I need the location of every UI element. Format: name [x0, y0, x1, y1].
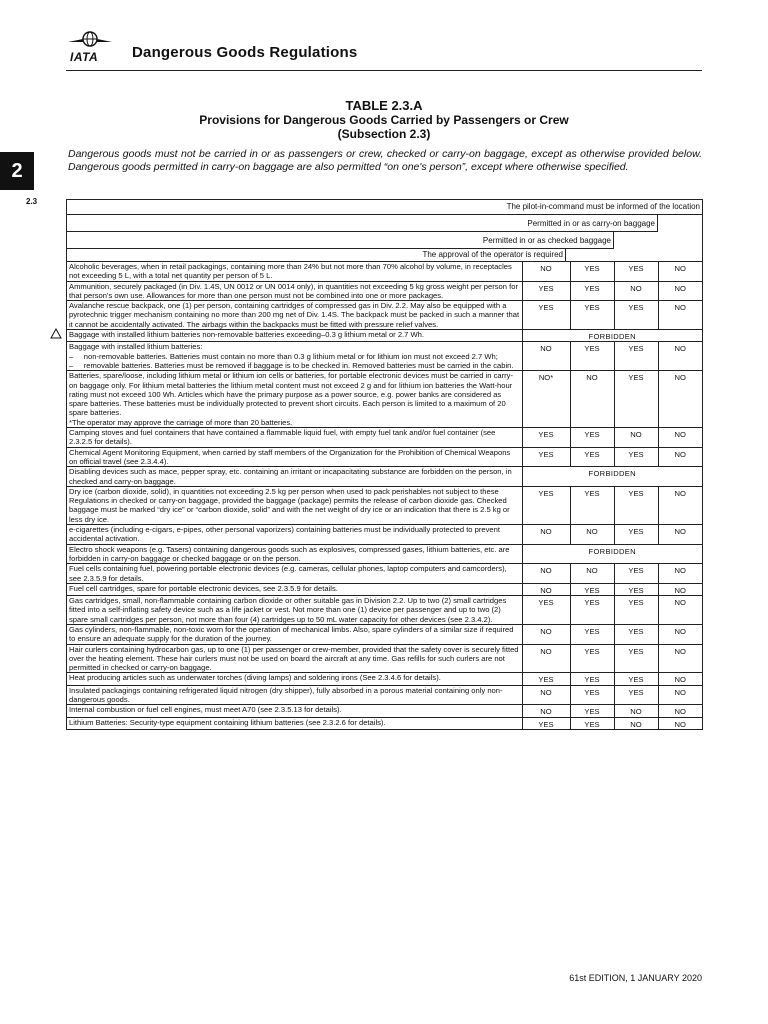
value-cell: YES: [570, 673, 614, 685]
row-description-text: Fuel cells containing fuel, powering portable electronic devices (e.g. cameras, cellular phones, laptop computers and camcorders), see 2.3.5.9 for details.: [69, 564, 507, 583]
row-sub-item: – removable batteries. Batteries must be removed if baggage is to be checked in. Removed batteries must be carried in the cabin.: [69, 360, 514, 370]
row-description: [67, 447, 522, 467]
chapter-tab: 2: [0, 152, 34, 190]
row-description-text: Dry ice (carbon dioxide, solid), in quantities not exceeding 2.5 kg per person when used to pack perishables not subject to these Regulations in checked or carry-on baggage, provided the baggage (package) permits the release of carbon dioxide gas. Checked baggage must be marked “dry ice” or “carbon dioxide, solid” and with the net weight of dry ice or an indication that there is 2.5 kg or less dry ice.: [69, 486, 510, 524]
table-row: [67, 330, 702, 342]
value-cell: YES: [614, 262, 658, 282]
value-cell: YES: [614, 486, 658, 524]
row-description-text: Hair curlers containing hydrocarbon gas, up to one (1) per passenger or crew-member, provided that the safety cover is securely fitted over the heating element. These hair curlers must not be used on board the aircraft at any time. Gas refills for such curlers are not permitted in checked or carry-on baggage.: [69, 644, 519, 673]
header-pilot-label: The pilot-in-command must be informed of the location: [506, 202, 700, 211]
row-sub-item: *The operator may approve the carriage of more than 20 batteries.: [69, 417, 293, 427]
value-cell: YES: [614, 685, 658, 705]
row-description: [67, 717, 522, 729]
table-number: TABLE 2.3.A: [345, 98, 423, 113]
value-cell: YES: [570, 342, 614, 371]
value-cell: YES: [570, 428, 614, 448]
row-description: [67, 330, 522, 342]
value-cell: NO: [658, 673, 702, 685]
table-row: [67, 342, 702, 371]
value-cell: YES: [614, 644, 658, 673]
row-description: [67, 262, 522, 282]
value-cell: YES: [570, 644, 614, 673]
table-row: [67, 705, 702, 717]
value-cell: YES: [522, 301, 570, 330]
value-cell: YES: [614, 301, 658, 330]
value-cell: YES: [522, 281, 570, 301]
header-pilot: [67, 200, 702, 215]
table-row: [67, 486, 702, 524]
row-description-text: Chemical Agent Monitoring Equipment, when carried by staff members of the Organization for the Prohibition of Chemical Weapons on official travel (see 2.3.4.4).: [69, 447, 511, 466]
provisions-table: [66, 199, 703, 730]
value-cell: YES: [570, 596, 614, 625]
value-cell: YES: [614, 447, 658, 467]
header-approval: [67, 249, 566, 261]
table-row: [67, 685, 702, 705]
value-cell: YES: [570, 583, 614, 595]
row-description: [67, 596, 522, 625]
table-row: [67, 428, 702, 448]
header-checked: [67, 232, 614, 249]
value-cell: NO: [522, 564, 570, 584]
table-row: [67, 447, 702, 467]
value-cell: NO: [614, 705, 658, 717]
row-description: [67, 705, 522, 717]
table-row: [67, 624, 702, 644]
value-cell: NO: [522, 685, 570, 705]
value-cell: NO: [522, 342, 570, 371]
row-description: [67, 428, 522, 448]
value-cell: NO: [658, 685, 702, 705]
table-title: Provisions for Dangerous Goods Carried by Passengers or Crew: [199, 113, 569, 127]
row-description: [67, 673, 522, 685]
value-cell: YES: [614, 342, 658, 371]
table-row: [67, 301, 702, 330]
table-row: [67, 467, 702, 487]
row-description-text: Internal combustion or fuel cell engines, must meet A70 (see 2.3.5.13 for details).: [69, 705, 342, 715]
row-description-text: Alcoholic beverages, when in retail packagings, containing more than 24% but not more than 70% alcohol by volume, in receptacles not exceeding 5 L, with a total net quantity per person of 5 L.: [69, 262, 512, 281]
value-cell: NO: [658, 717, 702, 729]
value-cell: NO: [658, 428, 702, 448]
iata-logo: [66, 30, 114, 62]
header-approval-label: The approval of the operator is required: [422, 250, 563, 259]
value-cell: YES: [570, 281, 614, 301]
value-cell: NO: [658, 262, 702, 282]
row-description: [67, 371, 522, 428]
value-cell: NO: [522, 705, 570, 717]
value-cell: YES: [570, 301, 614, 330]
page-header: [66, 30, 702, 71]
value-cell: NO: [658, 624, 702, 644]
value-cell: YES: [614, 583, 658, 595]
value-cell: YES: [614, 564, 658, 584]
value-cell: NO: [658, 583, 702, 595]
header-checked-label: Permitted in or as checked baggage: [482, 236, 611, 245]
row-description: [67, 301, 522, 330]
value-cell: YES: [522, 428, 570, 448]
row-description: [67, 583, 522, 595]
table-row: [67, 544, 702, 564]
value-cell: NO: [658, 371, 702, 428]
row-description: [67, 467, 522, 487]
value-cell: YES: [570, 447, 614, 467]
forbidden-cell: FORBIDDEN: [522, 544, 702, 564]
value-cell: NO: [570, 371, 614, 428]
value-cell: YES: [570, 685, 614, 705]
value-cell: YES: [522, 717, 570, 729]
row-description: [67, 281, 522, 301]
value-cell: NO: [658, 596, 702, 625]
value-cell: NO: [522, 644, 570, 673]
row-description-text: Baggage with installed lithium batteries:: [69, 342, 203, 352]
value-cell: YES: [614, 525, 658, 545]
value-cell: YES: [522, 447, 570, 467]
row-description: [67, 544, 522, 564]
row-description-text: Disabling devices such as mace, pepper spray, etc. containing an irritant or incapacitating substance are forbidden on the person, in checked and carry-on baggage.: [69, 467, 512, 486]
section-number: 2.3: [26, 197, 38, 206]
value-cell: NO: [522, 262, 570, 282]
value-cell: YES: [570, 705, 614, 717]
row-description: [67, 685, 522, 705]
value-cell: YES: [614, 673, 658, 685]
row-description-text: Gas cylinders, non-flammable, non-toxic worn for the operation of mechanical limbs. Also, spare cylinders of a similar size if required to ensure an adequate supply for the duration of the journey.: [69, 624, 514, 644]
value-cell: YES: [522, 673, 570, 685]
globe-wings-icon: [66, 30, 114, 52]
logo-text: IATA: [70, 50, 99, 64]
value-cell: YES: [522, 596, 570, 625]
table-row: [67, 262, 702, 282]
value-cell: NO: [658, 486, 702, 524]
table-row: [67, 371, 702, 428]
value-cell: NO: [614, 281, 658, 301]
header-carry-on-label: Permitted in or as carry-on baggage: [527, 219, 655, 228]
value-cell: NO: [658, 447, 702, 467]
value-cell: NO: [658, 644, 702, 673]
row-description-text: Avalanche rescue backpack, one (1) per person, containing cartridges of compressed gas in Div. 2.2. May also be equipped with a pyrotechnic trigger mechanism containing no more than 200 mg net of Div. 1.4S. The backpack must be packed in such a manner that it cannot be accidentally activated. The airbags within the backpacks must be fitted with pressure relief valves.: [69, 301, 520, 329]
table-row: [67, 673, 702, 685]
row-description-text: Electro shock weapons (e.g. Tasers) containing dangerous goods such as explosives, compressed gases, lithium batteries, etc. are forbidden in carry-on baggage or checked baggage or on the person.: [69, 544, 510, 563]
row-description: [67, 644, 522, 673]
revision-triangle-icon: [50, 328, 62, 339]
row-sub-item: – non-removable batteries. Batteries must contain no more than 0.3 g lithium metal or for lithium ion must not exceed 2.7 Wh;: [69, 351, 498, 361]
table-subsection: (Subsection 2.3): [337, 127, 431, 141]
row-description: [67, 624, 522, 644]
row-description: [67, 486, 522, 524]
table-row: [67, 644, 702, 673]
value-cell: YES: [614, 624, 658, 644]
value-cell: NO: [570, 525, 614, 545]
value-cell: YES: [614, 371, 658, 428]
edition-footer: 61st EDITION, 1 JANUARY 2020: [569, 973, 702, 983]
value-cell: NO: [614, 717, 658, 729]
table-row: [67, 596, 702, 625]
provisions-grid: [67, 261, 702, 729]
value-cell: NO: [658, 342, 702, 371]
value-cell: YES: [614, 596, 658, 625]
value-cell: NO: [658, 525, 702, 545]
row-description-text: Heat producing articles such as underwater torches (diving lamps) and soldering irons (See 2.3.4.6 for details).: [69, 673, 441, 683]
intro-paragraph: Dangerous goods must not be carried in or as passengers or crew, checked or carry-on baggage, except as otherwise provided below. Dangerous goods permitted in carry-on baggage are also permitted “on one's person”, except where otherwise specified.: [68, 148, 702, 173]
page-title: Dangerous Goods Regulations: [132, 44, 358, 61]
forbidden-cell: FORBIDDEN: [522, 330, 702, 342]
value-cell: NO: [658, 301, 702, 330]
value-cell: NO: [570, 564, 614, 584]
value-cell: NO: [658, 281, 702, 301]
row-description-text: Baggage with installed lithium batteries non-removable batteries exceeding–0.3 g lithium metal or 2.7 Wh.: [69, 330, 424, 340]
value-cell: YES: [570, 624, 614, 644]
value-cell: YES: [570, 262, 614, 282]
value-cell: NO: [522, 624, 570, 644]
row-description-text: Fuel cell cartridges, spare for portable electronic devices, see 2.3.5.9 for details.: [69, 583, 338, 593]
value-cell: NO: [658, 564, 702, 584]
row-description-text: Lithium Batteries: Security-type equipment containing lithium batteries (see 2.3.2.6 for details).: [69, 717, 386, 727]
forbidden-cell: FORBIDDEN: [522, 467, 702, 487]
table-row: [67, 281, 702, 301]
value-cell: NO: [658, 705, 702, 717]
row-description-text: Insulated packagings containing refrigerated liquid nitrogen (dry shipper), fully absorbed in a porous material containing only non-dangerous goods.: [69, 685, 503, 705]
value-cell: YES: [570, 486, 614, 524]
row-description-text: Gas cartridges, small, non-flammable containing carbon dioxide or other suitable gas in Division 2.2. Up to two (2) small cartridges fitted into a self-inflating safety device such as a life jacket or vest. Not more than one (1) device per passenger and up to two (2) spare small cartridges per person, not more than four (4) cartridges up to 50 mL water capacity for other devices (see 2.3.4.2).: [69, 596, 507, 624]
value-cell: NO: [522, 583, 570, 595]
row-description: [67, 525, 522, 545]
row-description-text: Camping stoves and fuel containers that have contained a flammable liquid fuel, with empty fuel tank and/or fuel container (see 2.3.2.5 for details).: [69, 428, 496, 447]
table-row: [67, 717, 702, 729]
table-row: [67, 564, 702, 584]
row-description: [67, 564, 522, 584]
header-carry-on: [67, 215, 658, 232]
row-description-text: Ammunition, securely packaged (in Div. 1.4S, UN 0012 or UN 0014 only), in quantities not exceeding 5 kg gross weight per person for that person's own use. Allowances for more than one person must not be combined into one or more packages.: [69, 281, 518, 300]
value-cell: NO: [522, 525, 570, 545]
table-row: [67, 583, 702, 595]
row-description: [67, 342, 522, 371]
value-cell: YES: [570, 717, 614, 729]
value-cell: NO*: [522, 371, 570, 428]
row-description-text: e-cigarettes (including e-cigars, e-pipes, other personal vaporizers) containing batteries must be individually protected to prevent accidental activation.: [69, 525, 500, 544]
table-row: [67, 525, 702, 545]
row-description-text: Batteries, spare/loose, including lithium metal or lithium ion cells or batteries, for portable electronic devices must be carried in carry-on baggage only. For lithium metal batteries the lithium metal content must not exceed 2 g and for lithium ion batteries the Watt-hour rating must not exceed 100 Wh. Articles which have the primary purpose as a power source, e.g. power banks are considered as spare batteries. These batteries must be individually protected to prevent short circuits. Each person is limited to a maximum of 20 spare batteries.: [69, 371, 514, 418]
value-cell: NO: [614, 428, 658, 448]
value-cell: YES: [522, 486, 570, 524]
